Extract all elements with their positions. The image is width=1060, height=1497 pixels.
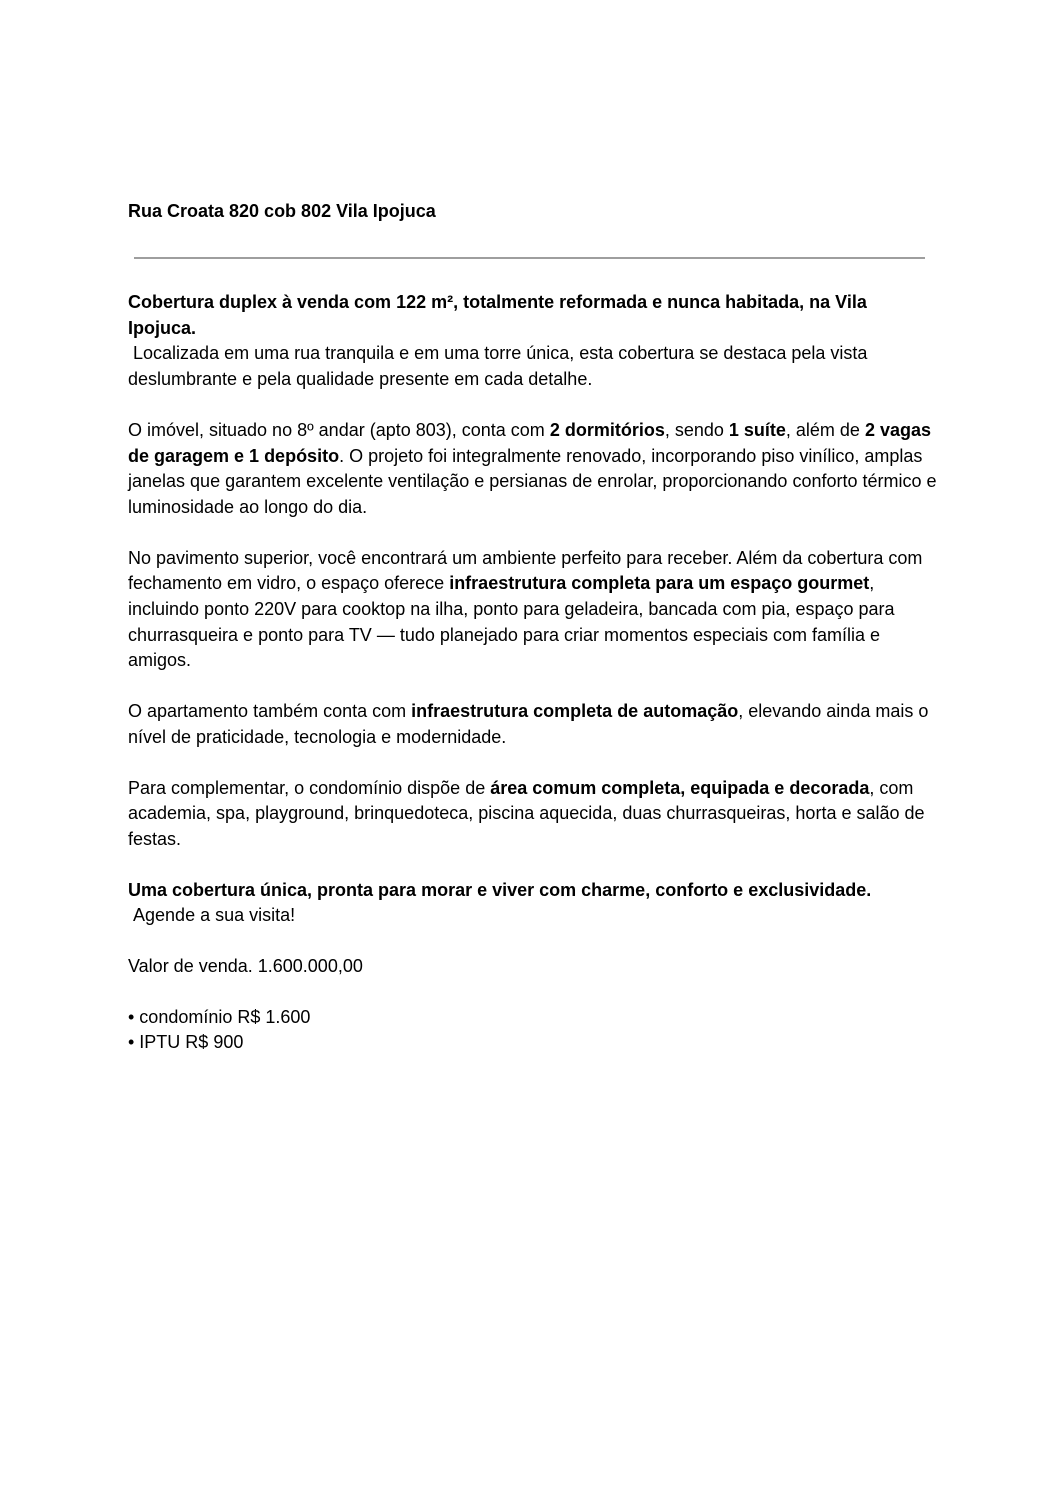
fees-list: [128, 1005, 938, 1056]
closing-heading: Uma cobertura única, pronta para morar e viver com charme, conforto e exclusividade.: [128, 879, 872, 900]
automation-text-2: , elevando ainda mais o nível de praticidade, tecnologia e modernidade.: [128, 701, 929, 747]
amenities-highlight: área comum completa, equipada e decorada: [490, 777, 870, 798]
intro-text: Localizada em uma rua tranquila e em uma torre única, esta cobertura se destaca pela vista deslumbrante e pela qualidade presente em cada detalhe.: [128, 343, 873, 390]
automation-text-1: O apartamento também conta com: [128, 701, 412, 722]
fee-iptu: • IPTU R$ 900: [128, 1032, 244, 1053]
details-suite: 1 suíte: [728, 419, 786, 440]
amenities-paragraph: [128, 776, 938, 853]
amenities-text-2: , com academia, spa, playground, brinquedoteca, piscina aquecida, duas churrasqueiras, horta e salão de festas.: [128, 777, 925, 849]
details-bedrooms: 2 dormitórios: [549, 419, 665, 440]
intro-heading: Cobertura duplex à venda com 122 m², totalmente reformada e nunca habitada, na Vila Ipojuca.: [128, 292, 867, 338]
closing-paragraph: [128, 878, 938, 929]
amenities-text-1: Para complementar, o condomínio dispõe de: [128, 777, 491, 798]
page-title: Rua Croata 820 cob 802 Vila Ipojuca: [128, 201, 436, 221]
horizontal-divider: [134, 257, 925, 259]
details-parking: 2 vagas de garagem e 1 depósito: [128, 419, 932, 466]
price-paragraph: Valor de venda. 1.600.000,00: [128, 956, 363, 977]
details-paragraph: [128, 418, 938, 521]
details-text-2: , sendo: [664, 419, 729, 440]
intro-paragraph: [128, 290, 938, 393]
upper-floor-text-1: No pavimento superior, você encontrará um ambiente perfeito para receber. Além da cobertura com fechamento em vidro, o espaço oferece: [128, 547, 923, 594]
details-text-3: , além de: [785, 419, 865, 440]
closing-text: Agende a sua visita!: [128, 905, 296, 926]
automation-highlight: infraestrutura completa de automação: [411, 701, 739, 722]
upper-floor-gourmet: infraestrutura completa para um espaço gourmet: [449, 573, 870, 594]
upper-floor-paragraph: [128, 546, 938, 675]
details-text-1: O imóvel, situado no 8º andar (apto 803), conta com: [128, 419, 550, 440]
details-text-4: . O projeto foi integralmente renovado, incorporando piso vinílico, amplas janelas que garantem excelente ventilação e persianas de enrolar, proporcionando conforto térmico e luminosidade ao longo do dia.: [128, 445, 937, 517]
fee-condominium: • condomínio R$ 1.600: [128, 1006, 311, 1027]
document-body: [128, 290, 938, 1081]
automation-paragraph: [128, 699, 938, 750]
upper-floor-text-2: , incluindo ponto 220V para cooktop na ilha, ponto para geladeira, bancada com pia, espaço para churrasqueira e ponto para TV — tudo planejado para criar momentos especiais com família e amigos.: [128, 573, 895, 671]
